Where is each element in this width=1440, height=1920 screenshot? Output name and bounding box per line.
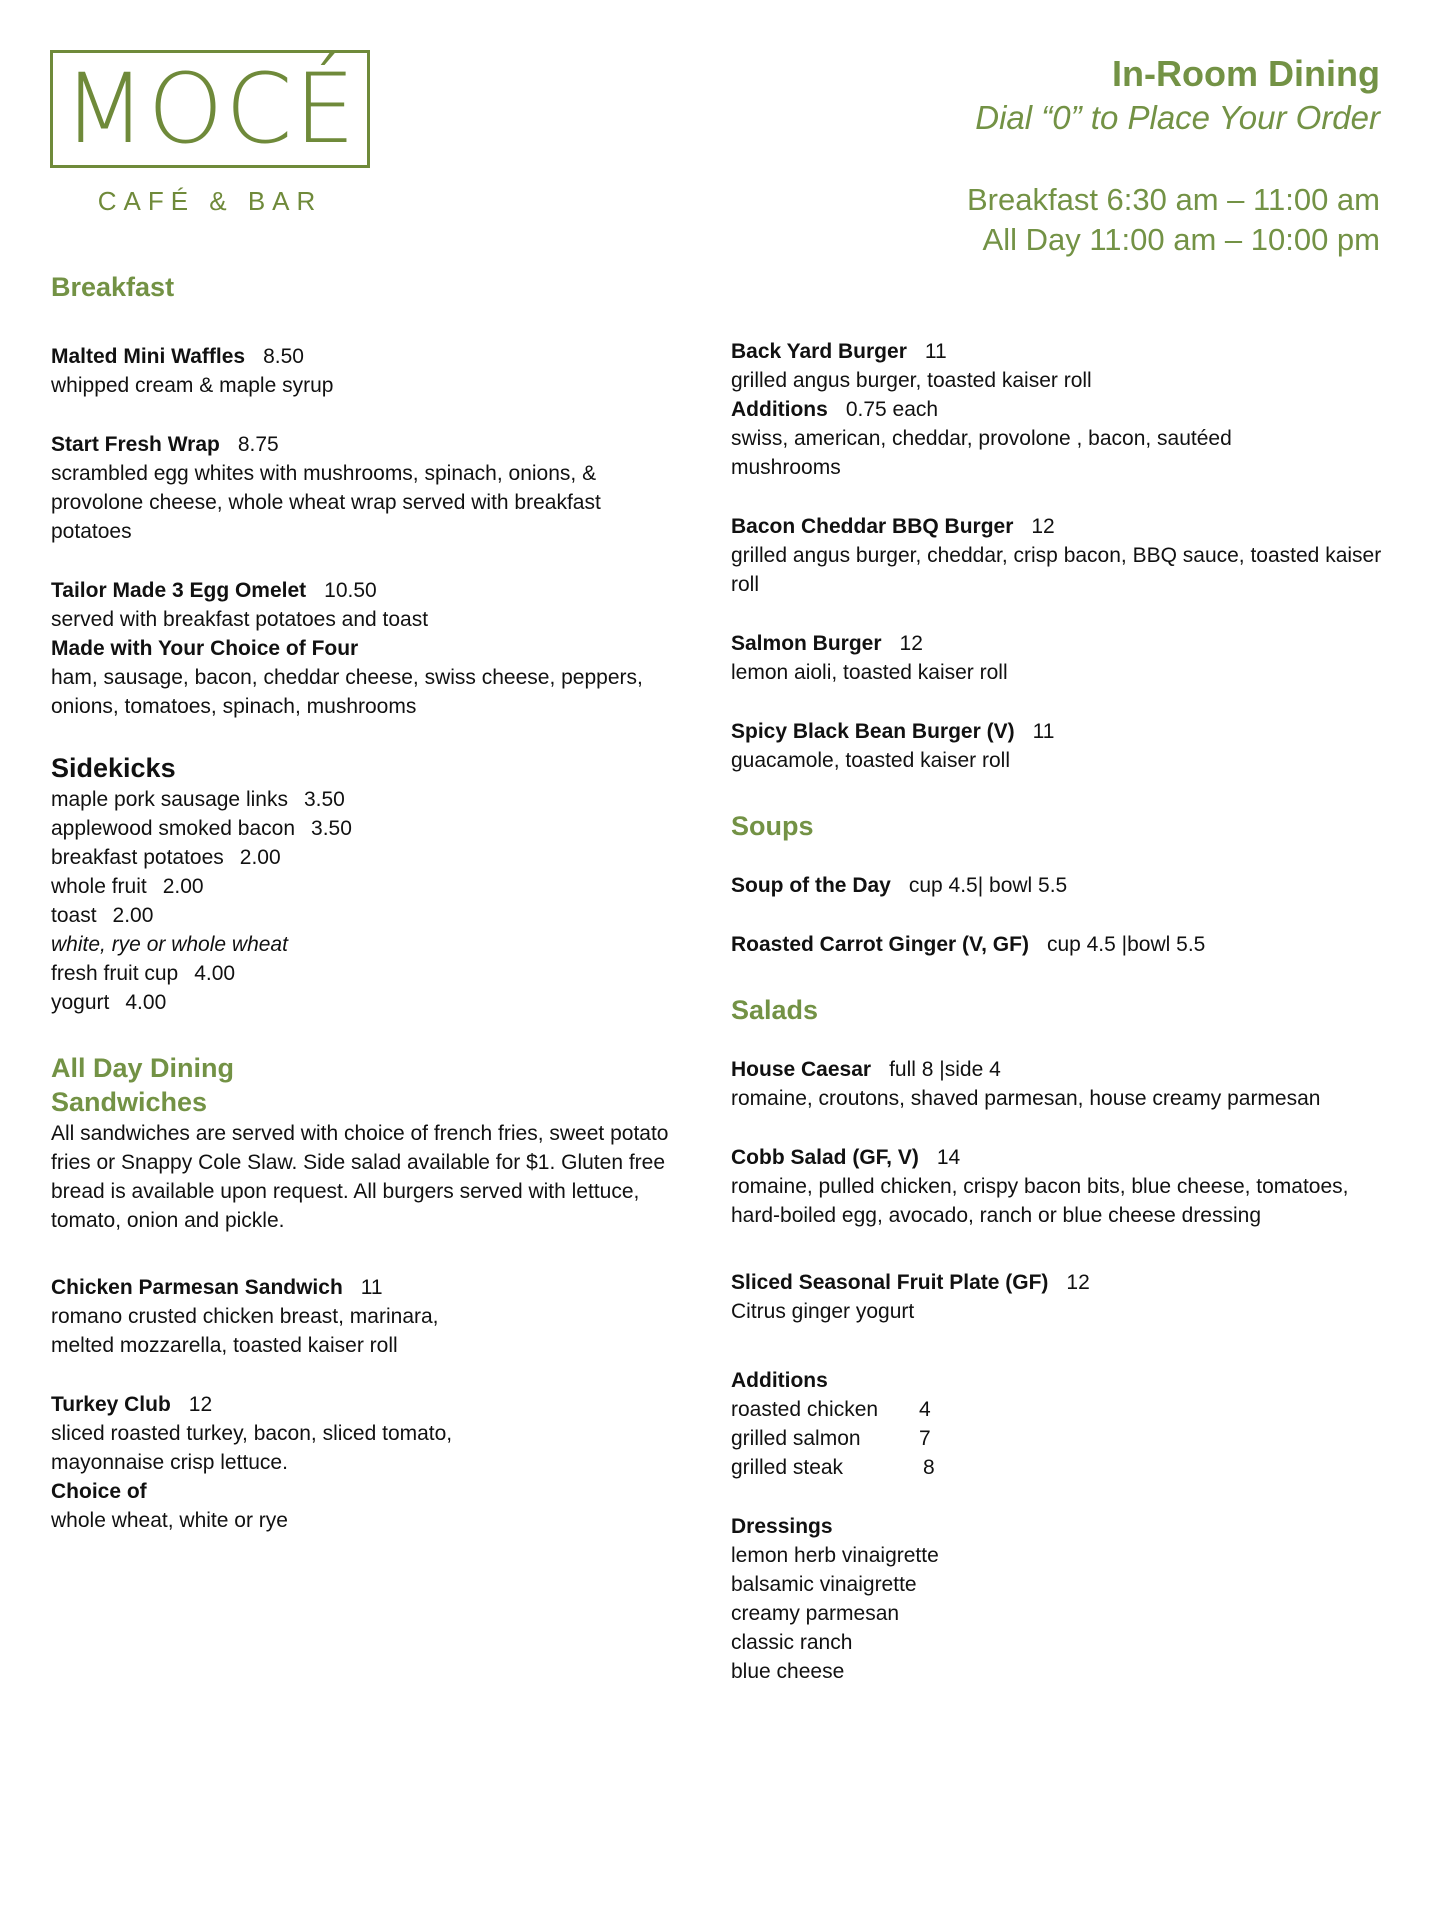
item-description: romaine, croutons, shaved parmesan, house creamy parmesan [731,1087,1321,1110]
item-description: mayonnaise crisp lettuce. [51,1451,288,1474]
omelet-choice-label: Made with Your Choice of Four [51,637,359,660]
item-name: Cobb Salad (GF, V) [731,1146,919,1169]
sandwiches-heading: Sandwiches [51,1087,208,1117]
list-item: yogurt 4.00 [51,991,167,1014]
header-dial-instruction: Dial “0” to Place Your Order [975,99,1380,136]
list-item: fresh fruit cup 4.00 [51,962,236,985]
item-name: Tailor Made 3 Egg Omelet [51,579,307,602]
item-description: grilled angus burger, toasted kaiser roll [731,369,1092,392]
menu-item-fruit-plate [731,1268,1391,1326]
item-price: full 8 |side 4 [889,1058,1001,1081]
item-name: House Caesar [731,1058,872,1081]
item-price: cup 4.5 |bowl 5.5 [1046,933,1206,956]
item-price: 11 [924,340,947,363]
item-name: Roasted Carrot Ginger (V, GF) [731,933,1029,956]
salad-additions [731,1366,1391,1482]
list-item: toast 2.00 [51,904,154,927]
menu-item-omelet [51,576,691,721]
service-hours [967,180,1380,260]
item-name: Start Fresh Wrap [51,433,220,456]
item-description: sliced roasted turkey, bacon, sliced tomato, [51,1422,453,1445]
logo [50,50,370,168]
item-price: 12 [899,632,923,655]
item-price: 12 [1031,515,1055,538]
item-description: grilled angus burger, cheddar, crisp bacon, BBQ sauce, toasted kaiser roll [731,544,1382,596]
item-price: 14 [936,1146,961,1169]
menu-item-cobb-salad [731,1143,1391,1230]
additions-price: 0.75 each [845,398,939,421]
item-description: melted mozzarella, toasted kaiser roll [51,1334,398,1357]
header-info [967,52,1380,260]
menu-item-waffles [51,342,691,400]
salads-section [731,993,1391,1113]
item-description: romaine, pulled chicken, crispy bacon bits, blue cheese, tomatoes, hard-boiled egg, avocado, ranch or blue cheese dressing [731,1175,1349,1227]
list-item: balsamic vinaigrette [731,1573,917,1596]
list-item: maple pork sausage links 3.50 [51,788,345,811]
item-name: Bacon Cheddar BBQ Burger [731,515,1014,538]
item-description: served with breakfast potatoes and toast [51,608,429,631]
item-name: Turkey Club [51,1393,171,1416]
menu-left-column [51,270,691,1535]
turkey-choice-label: Choice of [51,1480,147,1503]
item-price: 11 [1032,720,1055,743]
list-item: applewood smoked bacon 3.50 [51,817,352,840]
item-price: 11 [360,1276,383,1299]
item-name: Spicy Black Bean Burger (V) [731,720,1015,743]
allday-section [51,1051,691,1235]
item-description: scrambled egg whites with mushrooms, spinach, onions, & provolone cheese, whole wheat wrap served with breakfast potatoes [51,462,601,543]
list-item: creamy parmesan [731,1602,900,1625]
list-item: lemon herb vinaigrette [731,1544,939,1567]
soups-heading: Soups [731,811,814,841]
menu-item-chicken-parm [51,1273,691,1360]
menu-item-wrap [51,430,691,546]
item-price: cup 4.5| bowl 5.5 [908,874,1068,897]
sandwiches-note: All sandwiches are served with choice of french fries, sweet potato fries or Snappy Cole Slaw. Side salad available for $1. Gluten free bread is available upon request. All burgers served with lettuce, tomato, onion and pickle. [51,1122,669,1232]
item-price: 8.50 [263,345,304,368]
list-item: grilled salmon 7 [731,1427,931,1450]
turkey-choices: whole wheat, white or rye [51,1509,288,1532]
salad-additions-label: Additions [731,1369,828,1392]
list-item: grilled steak 8 [731,1456,935,1479]
list-item: classic ranch [731,1631,853,1654]
item-name: Chicken Parmesan Sandwich [51,1276,343,1299]
dressings-label: Dressings [731,1515,833,1538]
item-name: Soup of the Day [731,874,891,897]
item-price: 10.50 [324,579,377,602]
soups-section [731,809,1391,959]
sidekicks-section [51,751,691,1017]
item-description: lemon aioli, toasted kaiser roll [731,661,1008,684]
breakfast-hours: Breakfast 6:30 am – 11:00 am [967,182,1380,217]
item-name: Sliced Seasonal Fruit Plate (GF) [731,1271,1049,1294]
item-description: romano crusted chicken breast, marinara, [51,1305,439,1328]
item-description: guacamole, toasted kaiser roll [731,749,1010,772]
menu-item-bbq-burger [731,512,1391,599]
item-price: 12 [1066,1271,1090,1294]
logo-wordmark: MOCÉ [62,53,358,165]
item-description: whipped cream & maple syrup [51,374,334,397]
list-item: roasted chicken 4 [731,1398,931,1421]
toast-note: white, rye or whole wheat [51,933,288,956]
menu-item-backyard-burger [731,337,1391,482]
list-item: whole fruit 2.00 [51,875,204,898]
salad-dressings [731,1512,1391,1686]
item-price: 12 [188,1393,213,1416]
header-title: In-Room Dining [1112,53,1380,94]
item-name: Malted Mini Waffles [51,345,246,368]
menu-item-salmon-burger [731,629,1391,687]
item-name: Back Yard Burger [731,340,907,363]
list-item: blue cheese [731,1660,845,1683]
item-description: Citrus ginger yogurt [731,1300,915,1323]
omelet-choices: ham, sausage, bacon, cheddar cheese, swiss cheese, peppers, onions, tomatoes, spinach, mushrooms [51,666,643,718]
allday-heading: All Day Dining [51,1053,235,1083]
sidekicks-heading: Sidekicks [51,753,176,783]
additions-label: Additions [731,398,828,421]
logo-subtitle: CAFÉ & BAR [97,186,323,216]
allday-hours: All Day 11:00 am – 10:00 pm [982,222,1380,257]
menu-item-black-bean-burger [731,717,1391,775]
menu-item-turkey-club [51,1390,691,1535]
breakfast-heading: Breakfast [51,272,175,302]
list-item: breakfast potatoes 2.00 [51,846,281,869]
item-name: Salmon Burger [731,632,882,655]
item-price: 8.75 [237,433,279,456]
additions-description: swiss, american, cheddar, provolone , bacon, sautéed mushrooms [731,427,1232,479]
salads-heading: Salads [731,995,819,1025]
menu-right-column [731,337,1391,1686]
